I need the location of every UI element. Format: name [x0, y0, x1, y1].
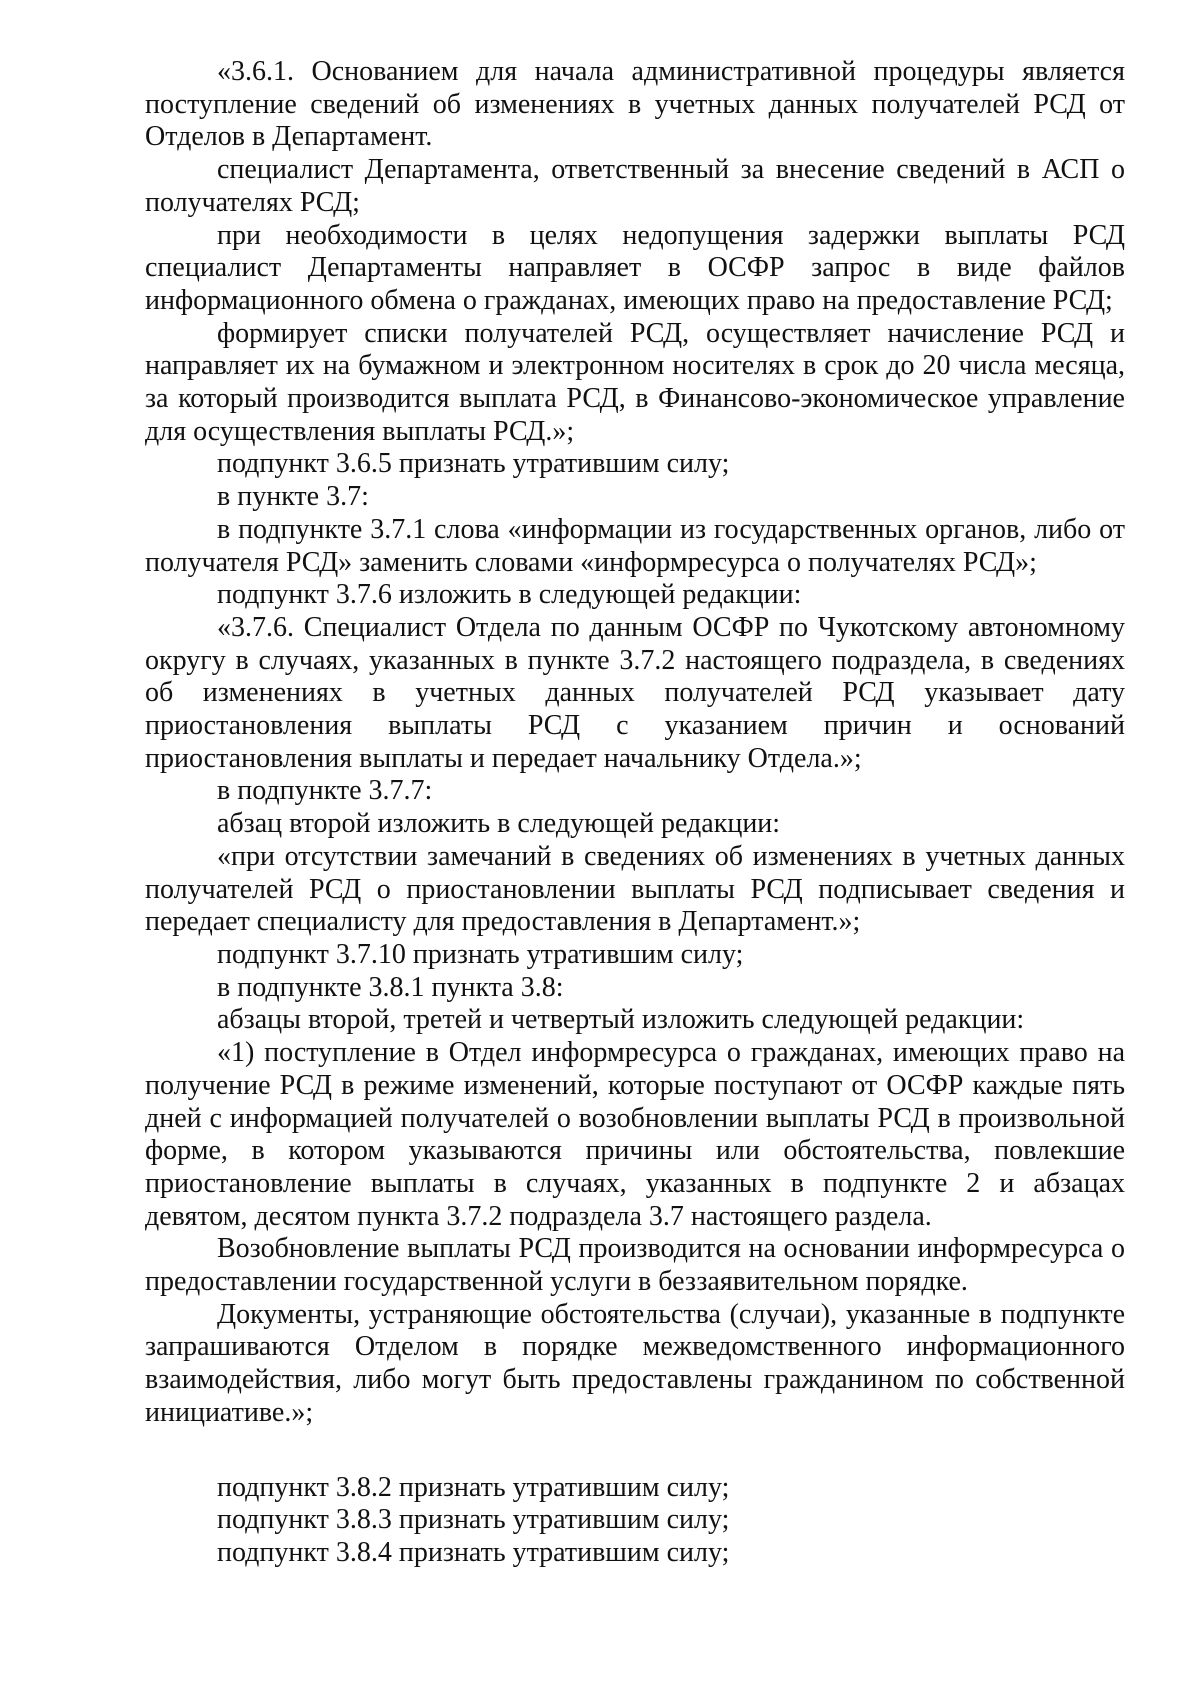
- paragraph-resumption: Возобновление выплаты РСД производится на основании информресурса о предоставлении государственной услуги в беззаявительном порядке.: [145, 1233, 1125, 1298]
- paragraph-3-8-1-heading: в подпункте 3.8.1 пункта 3.8:: [217, 971, 564, 1003]
- paragraph-item-1: «1) поступление в Отдел информресурса о гражданах, имеющих право на получение РСД в режиме изменений, которые поступают от ОСФР каждые пять дней с информацией получателей о возобновлении выплаты РСД в произвольной форме, в котором указываются причины или обстоятельства, повлекшие приостановление выплаты в случаях, указанных в подпункте 2 и абзацах девятом, десятом пункта 3.7.2 подраздела 3.7 настоящего раздела.: [145, 1037, 1125, 1232]
- paragraph-abzacs-heading: абзацы второй, третей и четвертый изложить следующей редакции:: [217, 1004, 1025, 1036]
- paragraph-3-7-1-amendment: в подпункте 3.7.1 слова «информации из государственных органов, либо от получателя РСД» заменить словами «информресурса о получателях РСД»;: [145, 513, 1125, 578]
- paragraph-no-remarks: «при отсутствии замечаний в сведениях об изменениях в учетных данных получателей РСД о приостановлении выплаты РСД подписывает сведения и передает специалисту для предоставления в Департамент.»;: [145, 840, 1125, 938]
- paragraph-3-7-6-heading: подпункт 3.7.6 изложить в следующей редакции:: [217, 579, 802, 611]
- paragraph-second-abzac-heading: абзац второй изложить в следующей редакции:: [217, 808, 781, 840]
- paragraph-3-7-7-heading: в подпункте 3.7.7:: [217, 775, 433, 807]
- paragraph-3-8-4-repeal: подпункт 3.8.4 признать утратившим силу;: [217, 1536, 730, 1568]
- paragraph-department-specialist: специалист Департамента, ответственный за внесение сведений в АСП о получателях РСД;: [145, 154, 1125, 218]
- paragraph-3-6-1: «3.6.1. Основанием для начала административной процедуры является поступление сведений об изменениях в учетных данных получателей РСД от Отделов в Департамент.: [145, 56, 1125, 153]
- paragraph-3-7-10-repeal: подпункт 3.7.10 признать утратившим силу;: [217, 938, 744, 970]
- paragraph-3-6-5-repeal: подпункт 3.6.5 признать утратившим силу;: [217, 448, 730, 480]
- paragraph-point-3-7: в пункте 3.7:: [217, 481, 369, 513]
- paragraph-recipient-lists: формирует списки получателей РСД, осуществляет начисление РСД и направляет их на бумажном и электронном носителях в срок до 20 числа месяца, за который производится выплата РСД, в Финансово-экономическое управление для осуществления выплаты РСД.»;: [145, 317, 1125, 447]
- paragraph-3-8-3-repeal: подпункт 3.8.3 признать утратившим силу;: [217, 1504, 730, 1536]
- paragraph-3-8-2-repeal: подпункт 3.8.2 признать утратившим силу;: [217, 1471, 730, 1503]
- document-page: [145, 56, 1125, 1570]
- blank-space: [145, 1430, 1125, 1472]
- paragraph-3-7-6-text: «3.7.6. Специалист Отдела по данным ОСФР по Чукотскому автономному округу в случаях, указанных в пункте 3.7.2 настоящего подраздела, в сведениях об изменениях в учетных данных получателей РСД указывает дату приостановления выплаты РСД с указанием причин и оснований приостановления выплаты и передает начальнику Отдела.»;: [145, 611, 1125, 774]
- paragraph-osfr-request: при необходимости в целях недопущения задержки выплаты РСД специалист Департаменты направляет в ОСФР запрос в виде файлов информационного обмена о гражданах, имеющих право на предоставление РСД;: [145, 219, 1125, 316]
- paragraph-documents: Документы, устраняющие обстоятельства (случаи), указанные в подпункте запрашиваются Отделом в порядке межведомственного информационного взаимодействия, либо могут быть предоставлены гражданином по собственной инициативе.»;: [145, 1298, 1125, 1428]
